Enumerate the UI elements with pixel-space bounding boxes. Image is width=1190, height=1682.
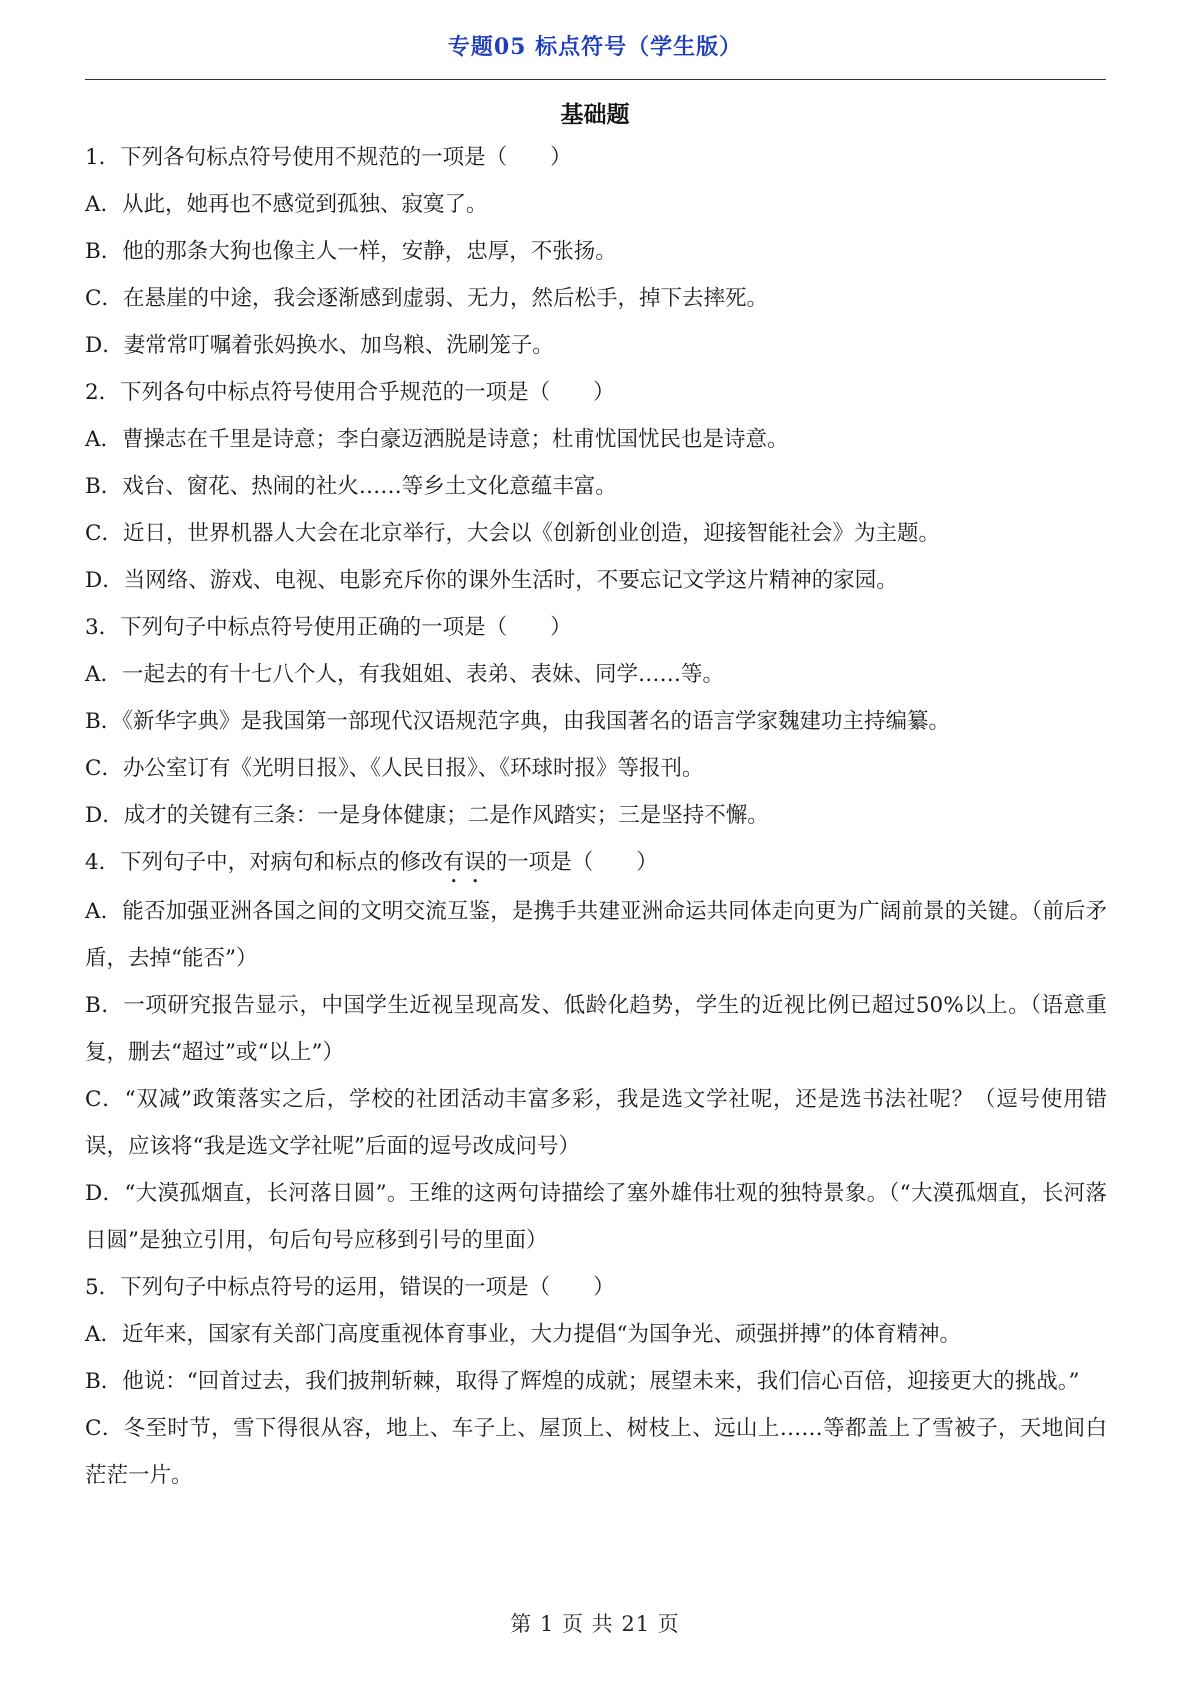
question-option: B．他的那条大狗也像主人一样，安静，忠厚，不张扬。 [85,239,617,264]
question-stem: 3．下列句子中标点符号使用正确的一项是（ ） [85,615,572,640]
question-option: A．能否加强亚洲各国之间的文明交流互鉴，是携手共建亚洲命运共同体走向更为广阔前景的关键。（前后矛盾，去掉“能否”） [85,899,1107,971]
question-option: D．“大漠孤烟直，长河落日圆”。王维的这两句诗描绘了塞外雄伟壮观的独特景象。（“大漠孤烟直，长河落日圆”是独立引用，句后句号应移到引号的里面） [85,1181,1107,1253]
question-option: C．“双减”政策落实之后，学校的社团活动丰富多彩，我是选文学社呢，还是选书法社呢？（逗号使用错误，应该将“我是选文学社呢”后面的逗号改成问号） [85,1087,1107,1159]
stem-text: 4．下列句子中，对病句和标点的修改 [85,850,443,875]
question-stem: 2．下列各句中标点符号使用合乎规范的一项是（ ） [85,380,615,405]
question-option: B．戏台、窗花、热闹的社火……等乡土文化意蕴丰富。 [85,474,617,499]
question-stem: 5．下列句子中标点符号的运用，错误的一项是（ ） [85,1275,615,1300]
question-option: C．在悬崖的中途，我会逐渐感到虚弱、无力，然后松手，掉下去摔死。 [85,286,768,311]
section-title: 基础题 [560,101,630,128]
page-number: 第 1 页 共 21 页 [510,1612,680,1636]
question-option: A．近年来，国家有关部门高度重视体育事业，大力提倡“为国争光、顽强拼搏”的体育精神。 [85,1322,962,1347]
question-option: B．一项研究报告显示，中国学生近视呈现高发、低龄化趋势，学生的近视比例已超过50%以上。（语意重复，删去“超过”或“以上”） [85,993,1107,1065]
question-option: B．他说：“回首过去，我们披荆斩棘，取得了辉煌的成就；展望未来，我们信心百倍，迎接更大的挑战。” [85,1369,1080,1394]
document-header-title: 专题05 标点符号（学生版） [447,34,743,60]
stem-text: 的一项是（ ） [485,850,658,875]
emphasized-text: 有误 [442,850,486,875]
question-option: C．近日，世界机器人大会在北京举行，大会以《创新创业创造，迎接智能社会》为主题。 [85,521,940,546]
question-stem: 1．下列各句标点符号使用不规范的一项是（ ） [85,145,572,170]
question-option: B．《新华字典》是我国第一部现代汉语规范字典，由我国著名的语言学家魏建功主持编纂。 [85,709,951,734]
question-option: D．妻常常叮嘱着张妈换水、加鸟粮、洗刷笼子。 [85,333,554,358]
question-list [85,134,1107,1499]
question-option: D．当网络、游戏、电视、电影充斥你的课外生活时，不要忘记文学这片精神的家园。 [85,568,898,593]
question-option: A．一起去的有十七八个人，有我姐姐、表弟、表妹、同学……等。 [85,662,725,687]
question-option: A．曹操志在千里是诗意；李白豪迈洒脱是诗意；杜甫忧国忧民也是诗意。 [85,427,789,452]
question-option: A．从此，她再也不感觉到孤独、寂寞了。 [85,192,488,217]
question-stem [85,839,1107,888]
question-option: D．成才的关键有三条：一是身体健康；二是作风踏实；三是坚持不懈。 [85,803,769,828]
header-divider [85,79,1106,80]
question-option: C．冬至时节，雪下得很从容，地上、车子上、屋顶上、树枝上、远山上……等都盖上了雪被子，天地间白茫茫一片。 [85,1416,1107,1488]
question-option: C．办公室订有《光明日报》、《人民日报》、《环球时报》等报刊。 [85,756,704,781]
